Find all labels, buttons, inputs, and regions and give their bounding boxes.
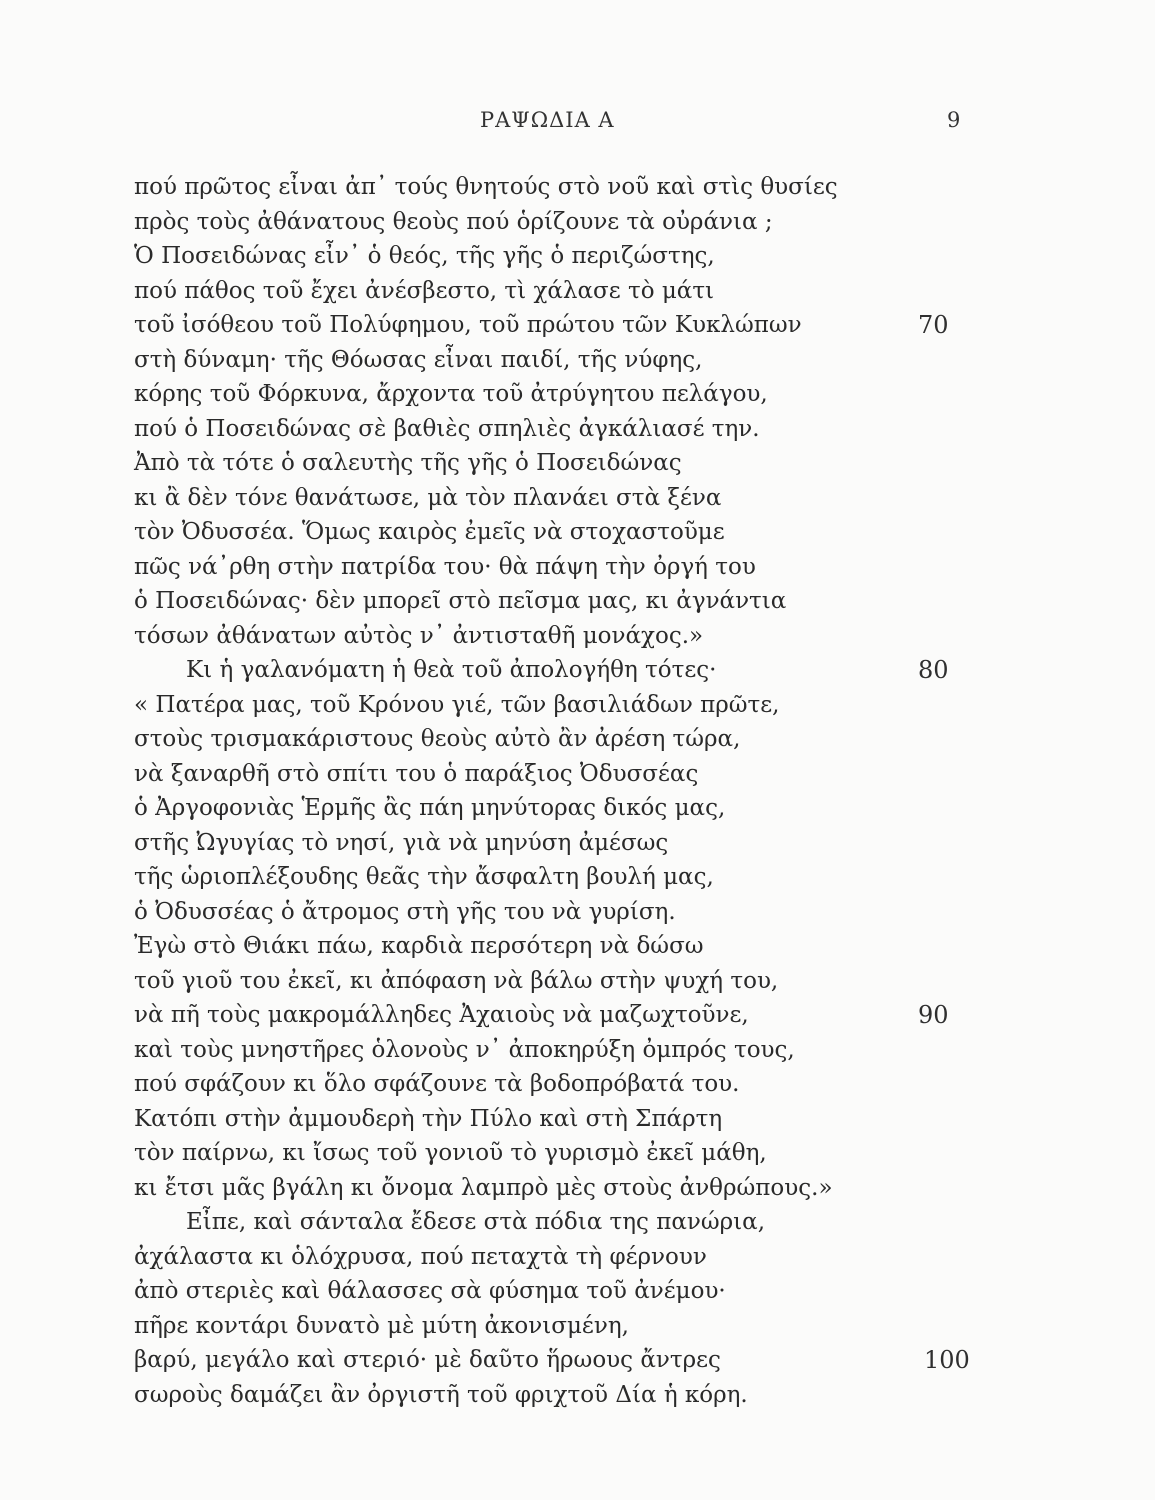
verse-line (134, 170, 1034, 205)
verse-text: τὸν Ὀδυσσέα. Ὅμως καιρὸς ἐμεῖς νὰ στοχαστοῦμε (134, 519, 725, 545)
verse-text: Εἶπε, καὶ σάνταλα ἔδεσε στὰ πόδια της πανώρια, (186, 1209, 766, 1235)
verse-text: Ὁ Ποσειδώνας εἶν᾽ ὁ θεός, τῆς γῆς ὁ περιζώστης, (134, 243, 715, 269)
verse-text: Κατόπι στὴν ἀμμουδερὴ τὴν Πύλο καὶ στὴ Σπάρτη (134, 1105, 723, 1132)
verse-text: πού πάθος τοῦ ἔχει ἀνέσβεστο, τὶ χάλασε τὸ μάτι (134, 277, 715, 304)
verse-text: στοὺς τρισμακάριστους θεοὺς αὐτὸ ἂν ἀρέση τώρα, (134, 726, 741, 752)
verse-text: κι ἔτσι μᾶς βγάλη κι ὄνομα λαμπρὸ μὲς στοὺς ἀνθρώπους.» (134, 1174, 833, 1201)
verse-text: σωροὺς δαμάζει ἂν ὀργιστῆ τοῦ φριχτοῦ Δία ἡ κόρη. (134, 1381, 748, 1408)
verse-line (134, 550, 1034, 585)
verse-line (134, 274, 1034, 309)
line-number: 70 (918, 311, 949, 339)
verse-text: νὰ ξαναρθῆ στὸ σπίτι του ὁ παράξιος Ὀδυσσέας (134, 760, 699, 787)
verse-line (134, 205, 1034, 240)
verse-line (134, 377, 1034, 412)
verse-line (134, 1171, 1034, 1206)
verse-text: κόρης τοῦ Φόρκυνα, ἄρχοντα τοῦ ἀτρύγητου πελάγου, (134, 381, 768, 407)
verse-line (134, 446, 1034, 481)
verse-line (134, 895, 1034, 930)
line-number: 80 (918, 656, 949, 684)
verse-line (134, 826, 1034, 861)
verse-text: καὶ τοὺς μνηστῆρες ὁλονοὺς ν᾽ ἀποκηρύξη ὀμπρός τους, (134, 1036, 795, 1063)
verse-text: στὴ δύναμη· τῆς Θόωσας εἶναι παιδί, τῆς νύφης, (134, 346, 703, 373)
verse-text: κι ἂ δὲν τόνε θανάτωσε, μὰ τὸν πλανάει στὰ ξένα (134, 484, 722, 511)
verse-text: ἀχάλαστα κι ὁλόχρυσα, πού πεταχτὰ τὴ φέρνουν (134, 1243, 707, 1270)
verse-text: Ἀπὸ τὰ τότε ὁ σαλευτὴς τῆς γῆς ὁ Ποσειδώνας (134, 450, 682, 476)
verse-text: τοῦ ἰσόθεου τοῦ Πολύφημου, τοῦ πρώτου τῶν Κυκλώπων (134, 312, 802, 338)
verse-line (134, 929, 1034, 964)
verse-line (134, 584, 1034, 619)
verse-text: ὁ Ποσειδώνας· δὲν μπορεῖ στὸ πεῖσμα μας, κι ἀγνάντια (134, 588, 787, 614)
verse-line (134, 1274, 1034, 1309)
page-number: 9 (947, 108, 961, 132)
verse-line (134, 412, 1034, 447)
verse-text: πού πρῶτος εἶναι ἀπ᾽ τούς θνητούς στὸ νοῦ καὶ στὶς θυσίες (134, 174, 838, 200)
verse-line (134, 860, 1034, 895)
verse-text: τὸν παίρνω, κι ἴσως τοῦ γονιοῦ τὸ γυρισμὸ ἐκεῖ μάθη, (134, 1140, 767, 1166)
verse-line (134, 1102, 1034, 1137)
verse-text: πρὸς τοὺς ἀθάνατους θεοὺς πού ὁρίζουνε τὰ οὐράνια ; (134, 208, 773, 235)
verse-line (134, 757, 1034, 792)
chapter-title: ΡΑΨΩΔΙΑ Α (480, 108, 615, 132)
verse-line (134, 1378, 1034, 1413)
verse-text: Κι ἡ γαλανόματη ἡ θεὰ τοῦ ἀπολογήθη τότες· (186, 657, 717, 683)
verse-line (134, 1343, 1034, 1378)
verse-line (134, 308, 1034, 343)
verse-text: τόσων ἀθάνατων αὐτὸς ν᾽ ἀντισταθῆ μονάχος.» (134, 622, 704, 649)
verse-text: ὁ Ἀργοφονιὰς Ἑρμῆς ἂς πάη μηνύτορας δικός μας, (134, 795, 726, 821)
verse-text: πού ὁ Ποσειδώνας σὲ βαθιὲς σπηλιὲς ἀγκάλιασέ την. (134, 415, 760, 442)
verse-line (134, 1240, 1034, 1275)
verse-line (134, 791, 1034, 826)
verse-line (134, 722, 1034, 757)
verse-text: τῆς ὡριοπλέξουδης θεᾶς τὴν ἄσφαλτη βουλή μας, (134, 864, 714, 890)
verse-line (134, 1205, 1034, 1240)
verse-line (134, 239, 1034, 274)
verse-text: πού σφάζουν κι ὅλο σφάζουνε τὰ βοδοπρόβατά του. (134, 1071, 740, 1097)
verse-text: Ἐγὼ στὸ Θιάκι πάω, καρδιὰ περσότερη νὰ δώσω (134, 933, 704, 959)
verse-text: βαρύ, μεγάλο καὶ στεριό· μὲ δαῦτο ἥρωους ἄντρες (134, 1347, 721, 1373)
verse-text: στῆς Ὠγυγίας τὸ νησί, γιὰ νὰ μηνύση ἀμέσως (134, 829, 669, 856)
verse-line (134, 1309, 1034, 1344)
line-number: 90 (918, 1001, 949, 1029)
verse-text: τοῦ γιοῦ του ἐκεῖ, κι ἀπόφαση νὰ βάλω στὴν ψυχή του, (134, 967, 779, 994)
verse-line (134, 515, 1034, 550)
verse-text: « Πατέρα μας, τοῦ Κρόνου γιέ, τῶν βασιλιάδων πρῶτε, (134, 691, 780, 718)
verse-line (134, 1136, 1034, 1171)
verse-line (134, 964, 1034, 999)
line-number: 100 (924, 1346, 970, 1374)
verse-text: ἀπὸ στεριὲς καὶ θάλασσες σὰ φύσημα τοῦ ἀνέμου· (134, 1278, 726, 1304)
verse-block (134, 170, 1034, 1412)
verse-line (134, 343, 1034, 378)
verse-line (134, 688, 1034, 723)
verse-text: πῆρε κοντάρι δυνατὸ μὲ μύτη ἀκονισμένη, (134, 1312, 629, 1339)
verse-line (134, 998, 1034, 1033)
verse-text: ὁ Ὀδυσσέας ὁ ἄτρομος στὴ γῆς του νὰ γυρίση. (134, 898, 676, 925)
verse-line (134, 1067, 1034, 1102)
verse-line (134, 1033, 1034, 1068)
verse-line (134, 619, 1034, 654)
verse-text: νὰ πῆ τοὺς μακρομάλληδες Ἀχαιοὺς νὰ μαζωχτοῦνε, (134, 1002, 749, 1028)
verse-text: πῶς νά᾽ρθη στὴν πατρίδα του· θὰ πάψη τὴν ὀργή του (134, 553, 756, 580)
verse-line (134, 653, 1034, 688)
running-header (0, 108, 1155, 138)
verse-line (134, 481, 1034, 516)
